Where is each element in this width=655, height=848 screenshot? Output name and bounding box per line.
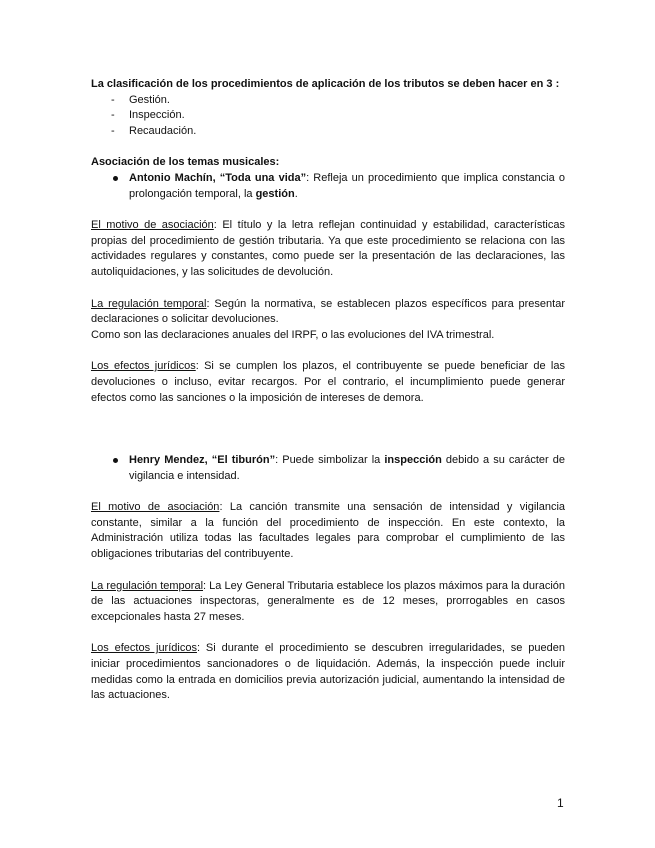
song1-desc: : Refleja un procedimiento que implica constancia o prolongación temporal, la [129, 171, 565, 200]
song2-desc-end: debido a su carácter de vigilancia e intensidad. [129, 454, 565, 482]
association-heading: Asociación de los temas musicales: [91, 156, 280, 169]
song2-motivo-text: : La canción transmite una sensación de intensidad y vigilancia constante, similar a la función del procedimiento de inspección. En este contexto, la Administración utiliza todas las facultades legales para comprobar el cumplimiento de las obligaciones tributarias del contribuyente. [91, 501, 566, 561]
song1-bullet [91, 171, 565, 202]
song1-efectos-label: Los efectos jurídicos [91, 360, 196, 373]
song2-artist: Henry Mendez, “El tiburón” [129, 454, 276, 467]
song1-motivo-paragraph [91, 218, 565, 280]
bullet-icon [113, 458, 118, 463]
list-item: - Inspección. [91, 108, 565, 124]
song1-motivo-label: El motivo de asociación [91, 219, 214, 232]
song2-desc: : Puede simbolizar la [275, 454, 385, 467]
song1-efectos-paragraph [91, 359, 565, 406]
song2-bullet [91, 453, 565, 484]
intro-heading: La clasificación de los procedimientos de aplicación de los tributos se deben hacer en 3 : [91, 78, 560, 90]
song1-efectos-text: : Si se cumplen los plazos, el contribuyente se puede beneficiar de las devoluciones o incluso, evitar recargos. Por el contrario, el incumplimiento puede generar efectos como las sanciones o la imposición de intereses de demora. [91, 360, 565, 404]
song2-motivo-paragraph [91, 500, 565, 562]
song1-keyword: gestión [255, 187, 295, 200]
page-number: 1 [557, 796, 564, 810]
song2-regulacion-paragraph [91, 579, 565, 626]
song2-motivo-label: El motivo de asociación [91, 501, 220, 514]
song1-artist: Antonio Machín, “Toda una vida” [129, 171, 307, 184]
song1-regulacion-paragraph [91, 297, 565, 328]
song2-efectos-text: : Si durante el procedimiento se descubren irregularidades, se pueden iniciar procedimientos sancionadores o de liquidación. Además, la inspección puede incluir medidas como la entrada en domicilios previa autorización judicial, aumentando la intensidad de las actuaciones. [91, 642, 565, 702]
list-item: - Gestión. [91, 93, 565, 109]
song2-efectos-paragraph [91, 641, 565, 703]
procedure-list [91, 93, 565, 140]
song2-efectos-label: Los efectos jurídicos [91, 642, 197, 655]
document-page [91, 77, 565, 704]
song1-motivo-text: : El título y la letra reflejan continuidad y estabilidad, características propias del procedimiento de gestión tributaria. Ya que este procedimiento se relaciona con las actividades regulares y constantes, como puede ser la presentación de las declaraciones, las autoliquidaciones, y las solicitudes de devolución. [91, 219, 565, 278]
song2-regulacion-text: : La Ley General Tributaria establece los plazos máximos para la duración de las actuaciones inspectoras, generalmente es de 12 meses, prorrogables en casos excepcionales hasta 27 meses. [91, 579, 565, 623]
song1-regulacion-label: La regulación temporal [91, 297, 207, 310]
song1-regulacion-extra: Como son las declaraciones anuales del IRPF, o las evoluciones del IVA trimestral. [91, 328, 495, 341]
list-item [91, 171, 565, 202]
song1-desc-end: . [294, 187, 298, 200]
song2-regulacion-label: La regulación temporal [91, 579, 204, 592]
list-item: - Recaudación. [91, 124, 565, 140]
list-item [91, 453, 565, 484]
bullet-icon [113, 176, 118, 181]
song2-keyword: inspección [384, 454, 442, 467]
song1-regulacion-text: : Según la normativa, se establecen plazos específicos para presentar declaraciones o solicitar devoluciones. [91, 297, 565, 326]
